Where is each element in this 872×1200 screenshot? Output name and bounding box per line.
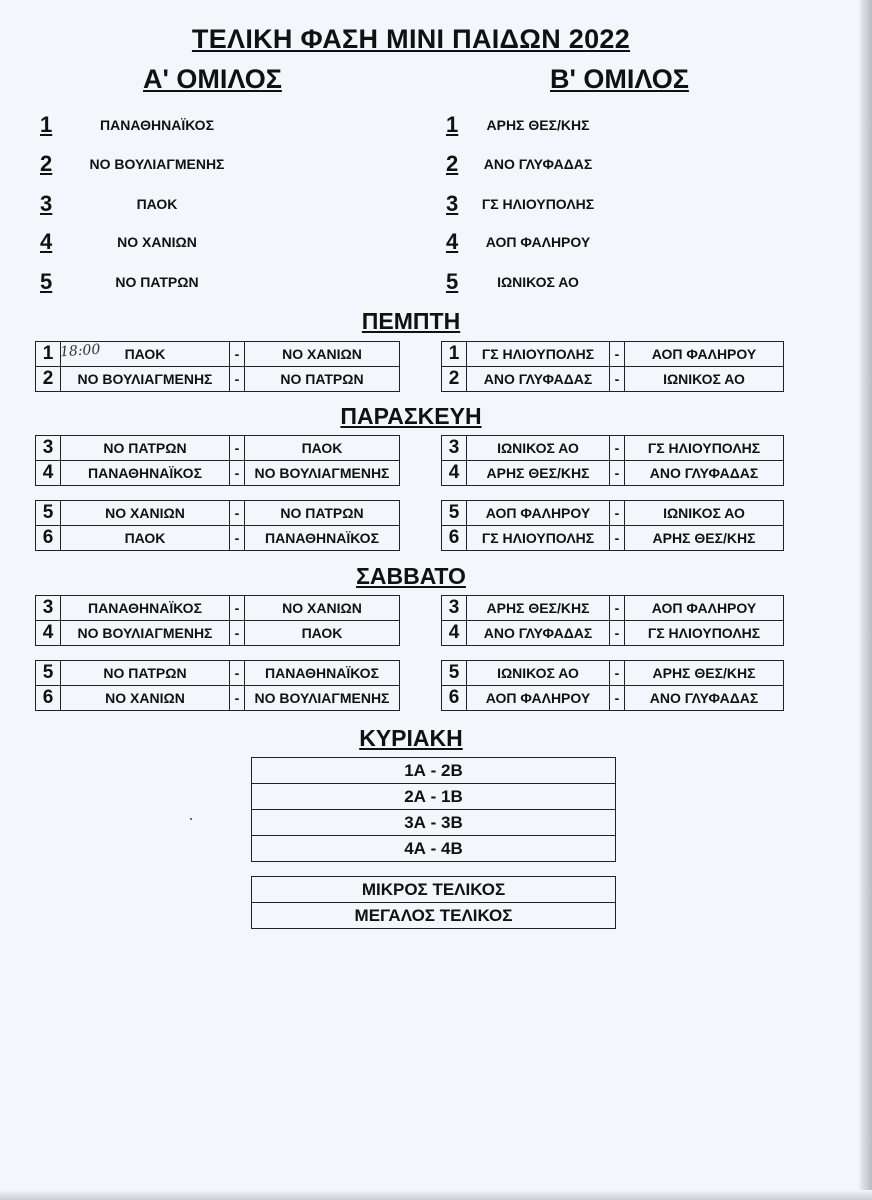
- home-team: ΑΡΗΣ ΘΕΣ/ΚΗΣ: [467, 596, 610, 621]
- away-team: ΑΡΗΣ ΘΕΣ/ΚΗΣ: [625, 661, 784, 686]
- semifinal-pairing: 1Α - 2Β: [252, 758, 616, 784]
- match-number: 3: [442, 596, 467, 621]
- match-dash: -: [610, 596, 625, 621]
- page-bottom-shadow: [0, 1190, 872, 1200]
- match-row: [442, 596, 784, 621]
- match-number: 4: [36, 621, 61, 646]
- team-number: 3: [446, 191, 459, 216]
- team-name: ΑΟΠ ΦΑΛΗΡΟΥ: [485, 234, 591, 250]
- away-team: ΠΑΟΚ: [245, 621, 400, 646]
- match-row: [442, 461, 784, 486]
- day-heading-saturday: ΣΑΒΒΑΤΟ: [356, 563, 466, 589]
- semifinal-row: [252, 810, 616, 836]
- home-team: ΝΟ ΠΑΤΡΩΝ: [61, 436, 230, 461]
- match-row: [442, 621, 784, 646]
- page-edge-shadow: [858, 0, 872, 1200]
- away-team: ΝΟ ΠΑΤΡΩΝ: [245, 501, 400, 526]
- team-number: 2: [446, 151, 459, 176]
- match-number: 6: [442, 686, 467, 711]
- home-team: ΝΟ ΠΑΤΡΩΝ: [61, 661, 230, 686]
- match-number: 5: [442, 501, 467, 526]
- match-row: [442, 661, 784, 686]
- away-team: ΙΩΝΙΚΟΣ ΑΟ: [625, 367, 784, 392]
- team-number: 2: [40, 151, 53, 176]
- match-row: [442, 501, 784, 526]
- match-number: 6: [36, 686, 61, 711]
- away-team: ΝΟ ΧΑΝΙΩΝ: [245, 596, 400, 621]
- team-name: ΠΑΟΚ: [136, 196, 178, 212]
- semifinal-row: [252, 758, 616, 784]
- match-number: 2: [36, 367, 61, 392]
- home-team: ΝΟ ΒΟΥΛΙΑΓΜΕΝΗΣ: [61, 621, 230, 646]
- match-number: 2: [442, 367, 467, 392]
- match-dash: -: [230, 436, 245, 461]
- day-heading-thursday: ΠΕΜΠΤΗ: [361, 308, 461, 334]
- team-number: 4: [40, 229, 53, 254]
- match-dash: -: [610, 367, 625, 392]
- friday-group-b-matches-1: [441, 435, 784, 486]
- home-team: ΠΑΟΚ: [61, 342, 230, 367]
- away-team: ΠΑΝΑΘΗΝΑΪΚΟΣ: [245, 661, 400, 686]
- match-number: 6: [36, 526, 61, 551]
- match-dash: -: [610, 661, 625, 686]
- match-dash: -: [230, 342, 245, 367]
- match-row: [442, 367, 784, 392]
- semifinal-row: [252, 836, 616, 862]
- match-row: [36, 661, 400, 686]
- match-row: [442, 436, 784, 461]
- match-dash: -: [230, 661, 245, 686]
- team-number: 4: [446, 229, 459, 254]
- team-name: ΝΟ ΒΟΥΛΙΑΓΜΕΝΗΣ: [89, 156, 225, 172]
- match-row: [36, 501, 400, 526]
- away-team: ΑΟΠ ΦΑΛΗΡΟΥ: [625, 596, 784, 621]
- away-team: ΝΟ ΧΑΝΙΩΝ: [245, 342, 400, 367]
- match-dash: -: [230, 367, 245, 392]
- home-team: ΠΑΝΑΘΗΝΑΪΚΟΣ: [61, 596, 230, 621]
- sunday-semifinals: [251, 757, 616, 862]
- match-dash: -: [610, 501, 625, 526]
- home-team: ΝΟ ΒΟΥΛΙΑΓΜΕΝΗΣ: [61, 367, 230, 392]
- away-team: ΑΝΟ ΓΛΥΦΑΔΑΣ: [625, 461, 784, 486]
- home-team: ΑΝΟ ΓΛΥΦΑΔΑΣ: [467, 367, 610, 392]
- semifinal-pairing: 4Α - 4Β: [252, 836, 616, 862]
- team-name: ΝΟ ΧΑΝΙΩΝ: [117, 234, 197, 250]
- match-dash: -: [230, 461, 245, 486]
- match-dash: -: [230, 621, 245, 646]
- match-row: [36, 596, 400, 621]
- team-number: 1: [40, 112, 53, 137]
- semifinal-pairing: 3Α - 3Β: [252, 810, 616, 836]
- home-team: ΝΟ ΧΑΝΙΩΝ: [61, 686, 230, 711]
- home-team: ΑΡΗΣ ΘΕΣ/ΚΗΣ: [467, 461, 610, 486]
- match-number: 1: [36, 342, 61, 367]
- home-team: ΑΝΟ ΓΛΥΦΑΔΑΣ: [467, 621, 610, 646]
- match-number: 6: [442, 526, 467, 551]
- away-team: ΑΡΗΣ ΘΕΣ/ΚΗΣ: [625, 526, 784, 551]
- group-a-heading: Α' ΟΜΙΛΟΣ: [143, 64, 282, 94]
- team-name: ΓΣ ΗΛΙΟΥΠΟΛΗΣ: [481, 196, 595, 212]
- final-row: [252, 903, 616, 929]
- match-number: 3: [442, 436, 467, 461]
- away-team: ΠΑΝΑΘΗΝΑΪΚΟΣ: [245, 526, 400, 551]
- home-team: ΙΩΝΙΚΟΣ ΑΟ: [467, 436, 610, 461]
- match-number: 3: [36, 596, 61, 621]
- away-team: ΓΣ ΗΛΙΟΥΠΟΛΗΣ: [625, 436, 784, 461]
- away-team: ΑΟΠ ΦΑΛΗΡΟΥ: [625, 342, 784, 367]
- saturday-group-b-matches-2: [441, 660, 784, 711]
- match-dash: -: [610, 526, 625, 551]
- match-number: 4: [442, 461, 467, 486]
- team-number: 5: [446, 269, 459, 294]
- friday-group-a-matches-1: [35, 435, 400, 486]
- match-number: 4: [36, 461, 61, 486]
- home-team: ΓΣ ΗΛΙΟΥΠΟΛΗΣ: [467, 342, 610, 367]
- match-row: [36, 367, 400, 392]
- away-team: ΝΟ ΒΟΥΛΙΑΓΜΕΝΗΣ: [245, 686, 400, 711]
- away-team: ΙΩΝΙΚΟΣ ΑΟ: [625, 501, 784, 526]
- saturday-group-b-matches-1: [441, 595, 784, 646]
- home-team: ΓΣ ΗΛΙΟΥΠΟΛΗΣ: [467, 526, 610, 551]
- final-row: [252, 877, 616, 903]
- handwritten-time-note: 18:00: [59, 341, 101, 361]
- match-row: [442, 686, 784, 711]
- away-team: ΠΑΟΚ: [245, 436, 400, 461]
- match-dash: -: [230, 526, 245, 551]
- match-number: 5: [36, 661, 61, 686]
- home-team: ΠΑΝΑΘΗΝΑΪΚΟΣ: [61, 461, 230, 486]
- match-row: [442, 526, 784, 551]
- team-number: 3: [40, 191, 53, 216]
- day-heading-sunday: ΚΥΡΙΑΚΗ: [359, 725, 463, 751]
- friday-group-a-matches-2: [35, 500, 400, 551]
- friday-group-b-matches-2: [441, 500, 784, 551]
- away-team: ΝΟ ΠΑΤΡΩΝ: [245, 367, 400, 392]
- home-team: ΑΟΠ ΦΑΛΗΡΟΥ: [467, 686, 610, 711]
- home-team: ΝΟ ΧΑΝΙΩΝ: [61, 501, 230, 526]
- match-row: [442, 342, 784, 367]
- match-dash: -: [610, 686, 625, 711]
- semifinal-row: [252, 784, 616, 810]
- away-team: ΑΝΟ ΓΛΥΦΑΔΑΣ: [625, 686, 784, 711]
- away-team: ΝΟ ΒΟΥΛΙΑΓΜΕΝΗΣ: [245, 461, 400, 486]
- match-dash: -: [230, 686, 245, 711]
- match-dash: -: [230, 501, 245, 526]
- home-team: ΠΑΟΚ: [61, 526, 230, 551]
- team-name: ΝΟ ΠΑΤΡΩΝ: [115, 274, 199, 290]
- match-dash: -: [230, 596, 245, 621]
- team-name: ΙΩΝΙΚΟΣ ΑΟ: [497, 274, 579, 290]
- match-row: [36, 436, 400, 461]
- team-name: ΑΝΟ ΓΛΥΦΑΔΑΣ: [483, 156, 593, 172]
- match-dash: -: [610, 621, 625, 646]
- match-number: 5: [442, 661, 467, 686]
- team-number: 1: [446, 112, 459, 137]
- match-number: 1: [442, 342, 467, 367]
- team-number: 5: [40, 269, 53, 294]
- page-title: ΤΕΛΙΚΗ ΦΑΣΗ ΜΙΝΙ ΠΑΙΔΩΝ 2022: [191, 24, 631, 54]
- thursday-group-b-matches: [441, 341, 784, 392]
- home-team: ΙΩΝΙΚΟΣ ΑΟ: [467, 661, 610, 686]
- match-dash: -: [610, 436, 625, 461]
- team-name: ΑΡΗΣ ΘΕΣ/ΚΗΣ: [486, 117, 590, 133]
- match-number: 3: [36, 436, 61, 461]
- saturday-group-a-matches-2: [35, 660, 400, 711]
- home-team: ΑΟΠ ΦΑΛΗΡΟΥ: [467, 501, 610, 526]
- group-b-heading: Β' ΟΜΙΛΟΣ: [550, 64, 689, 94]
- team-name: ΠΑΝΑΘΗΝΑΪΚΟΣ: [100, 117, 214, 133]
- match-dash: -: [610, 461, 625, 486]
- match-number: 5: [36, 501, 61, 526]
- semifinal-pairing: 2Α - 1Β: [252, 784, 616, 810]
- scan-speck: [190, 818, 192, 820]
- small-final: ΜΙΚΡΟΣ ΤΕΛΙΚΟΣ: [252, 877, 616, 903]
- day-heading-friday: ΠΑΡΑΣΚΕΥΗ: [340, 403, 482, 429]
- saturday-group-a-matches-1: [35, 595, 400, 646]
- match-row: [36, 526, 400, 551]
- match-row: [36, 621, 400, 646]
- match-row: [36, 686, 400, 711]
- match-number: 4: [442, 621, 467, 646]
- match-dash: -: [610, 342, 625, 367]
- match-row: [36, 461, 400, 486]
- away-team: ΓΣ ΗΛΙΟΥΠΟΛΗΣ: [625, 621, 784, 646]
- sunday-finals: [251, 876, 616, 929]
- grand-final: ΜΕΓΑΛΟΣ ΤΕΛΙΚΟΣ: [252, 903, 616, 929]
